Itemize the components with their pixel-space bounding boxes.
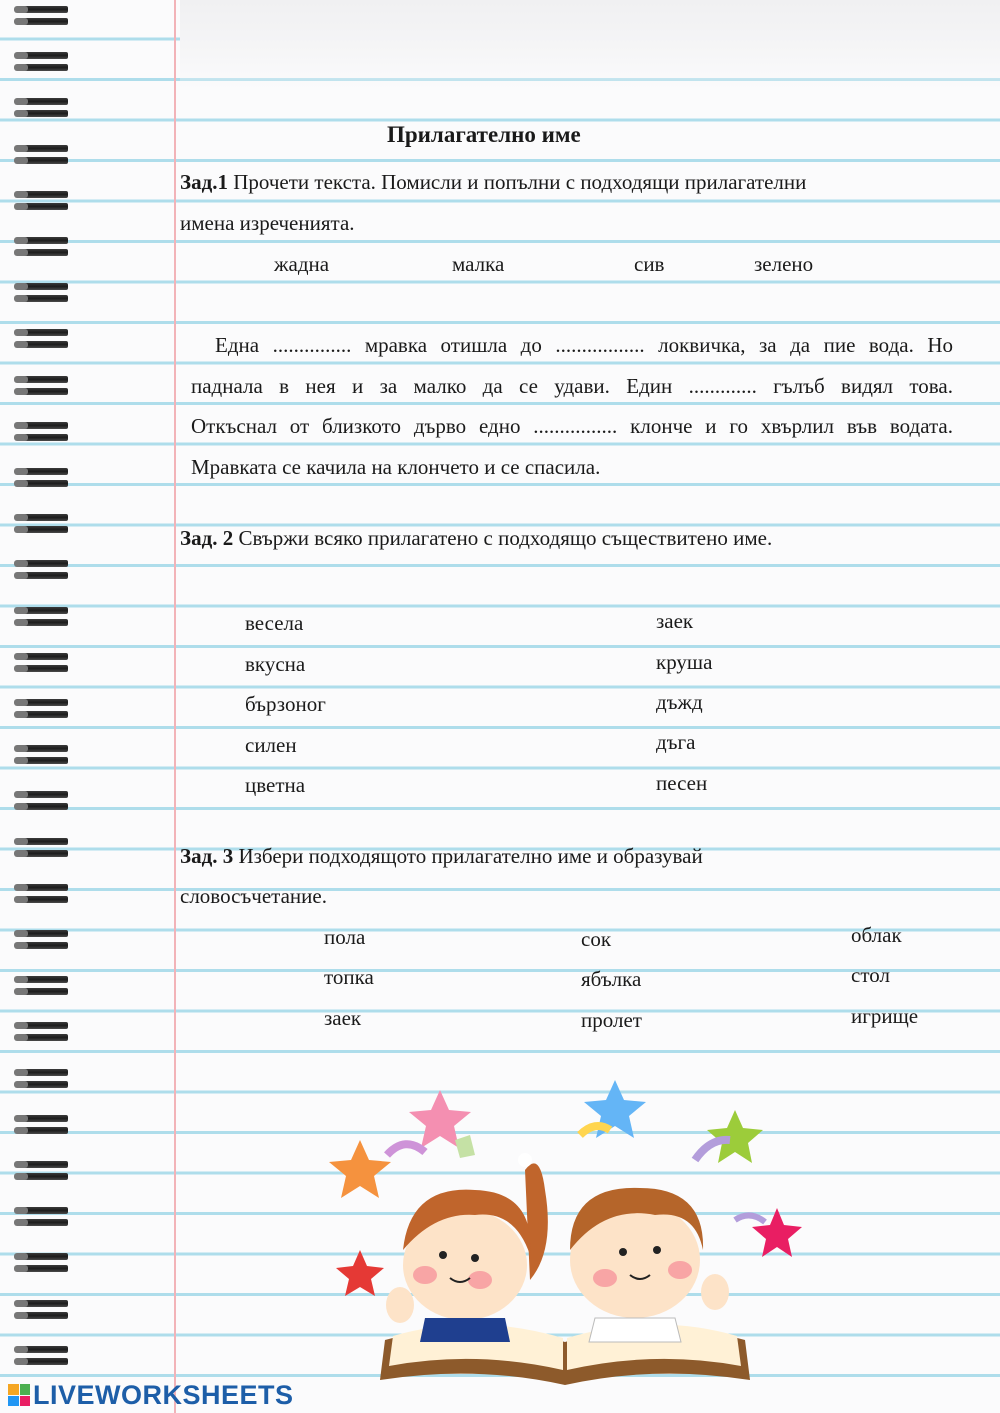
spiral-coil — [14, 52, 70, 84]
spiral-coil — [14, 838, 70, 870]
spiral-coil — [14, 607, 70, 639]
noun-choice[interactable]: пола — [324, 925, 366, 949]
noun-choice[interactable]: ябълка — [581, 967, 642, 991]
spiral-coil — [14, 514, 70, 546]
star-icon — [336, 1250, 384, 1296]
noun-choice[interactable]: заек — [324, 1006, 362, 1030]
noun-choice[interactable]: пролет — [581, 1008, 642, 1032]
story-line: Мравката се качила на клончето и се спасила. — [191, 454, 601, 479]
page-title: Прилагателно име — [387, 122, 581, 147]
adjective-item[interactable]: весела — [245, 611, 304, 635]
children-reading-illustration — [325, 1080, 805, 1390]
noun-item[interactable]: дъжд — [656, 690, 703, 714]
word-option[interactable]: зелено — [754, 252, 814, 276]
spiral-coil — [14, 1300, 70, 1332]
star-icon — [329, 1140, 391, 1198]
spiral-coil — [14, 1161, 70, 1193]
noun-choice[interactable]: сок — [581, 927, 612, 951]
spiral-coil — [14, 560, 70, 592]
noun-choice[interactable]: топка — [324, 965, 374, 989]
adjective-item[interactable]: вкусна — [245, 652, 306, 676]
adjective-item[interactable]: силен — [245, 733, 297, 757]
spiral-coil — [14, 376, 70, 408]
task2-instruction-text: Свържи всяко прилагатено с подходящо съществитено име. — [233, 526, 773, 550]
word-option[interactable]: сив — [634, 252, 665, 276]
noun-choice[interactable]: стол — [851, 963, 890, 987]
story-line: Откъснал от близкото дърво едно ................ клонче и го хвърлил във водата. — [191, 414, 953, 439]
story-line: Една ............... мравка отишла до ................. локвичка, за да пие вода. Но — [215, 333, 953, 357]
task3-instruction-line1: Избери подходящото прилагателно име и образувай — [233, 844, 703, 868]
task2-label: Зад. 2 — [180, 526, 234, 550]
noun-item[interactable]: песен — [656, 771, 708, 795]
task1-label: Зад.1 — [180, 170, 228, 194]
spiral-coil — [14, 884, 70, 916]
task3-label: Зад. 3 — [180, 844, 234, 868]
task3-instruction — [180, 844, 703, 868]
noun-choice[interactable]: игрище — [851, 1004, 919, 1028]
noun-item[interactable]: заек — [656, 609, 694, 633]
spiral-coil — [14, 145, 70, 177]
spiral-coil — [14, 1022, 70, 1054]
spiral-coil — [14, 1115, 70, 1147]
spiral-coil — [14, 329, 70, 361]
spiral-coil — [14, 191, 70, 223]
adjective-item[interactable]: цветна — [245, 773, 306, 797]
word-option[interactable]: малка — [452, 252, 505, 276]
logo-icon — [8, 1384, 30, 1406]
faded-header-area — [180, 0, 1000, 90]
word-option[interactable]: жадна — [274, 252, 330, 276]
noun-item[interactable]: дъга — [656, 730, 696, 754]
spiral-coil — [14, 98, 70, 130]
spiral-coil — [14, 791, 70, 823]
spiral-coil — [14, 930, 70, 962]
task1-story — [191, 325, 953, 487]
spiral-coil — [14, 1346, 70, 1378]
liveworksheets-logo[interactable] — [8, 1380, 294, 1410]
spiral-coil — [14, 6, 70, 38]
star-icon — [707, 1110, 763, 1163]
spiral-coil — [14, 422, 70, 454]
task2-instruction — [180, 526, 772, 550]
adjective-item[interactable]: бързоног — [245, 692, 326, 716]
spiral-coil — [14, 468, 70, 500]
spiral-coil — [14, 976, 70, 1008]
spiral-coil — [14, 1253, 70, 1285]
logo-text: LIVEWORKSHEETS — [33, 1379, 294, 1410]
task1-instruction — [180, 170, 806, 194]
spiral-coil — [14, 699, 70, 731]
task3-instruction-line2: словосъчетание. — [180, 884, 327, 908]
spiral-coil — [14, 1207, 70, 1239]
spiral-coil — [14, 283, 70, 315]
noun-choice[interactable]: облак — [851, 923, 902, 947]
spiral-coil — [14, 653, 70, 685]
margin-line — [174, 0, 176, 1413]
spiral-coil — [14, 1069, 70, 1101]
task1-instruction-line1: Прочети текста. Помисли и попълни с подходящи прилагателни — [227, 170, 807, 194]
noun-item[interactable]: круша — [656, 650, 713, 674]
spiral-coil — [14, 745, 70, 777]
spiral-coil — [14, 237, 70, 269]
task1-instruction-line2: имена изреченията. — [180, 211, 355, 235]
spiral-binding — [14, 0, 74, 1413]
story-line: паднала в нея и за малко да се удави. Един ............. гълъб видял това. — [191, 373, 953, 398]
